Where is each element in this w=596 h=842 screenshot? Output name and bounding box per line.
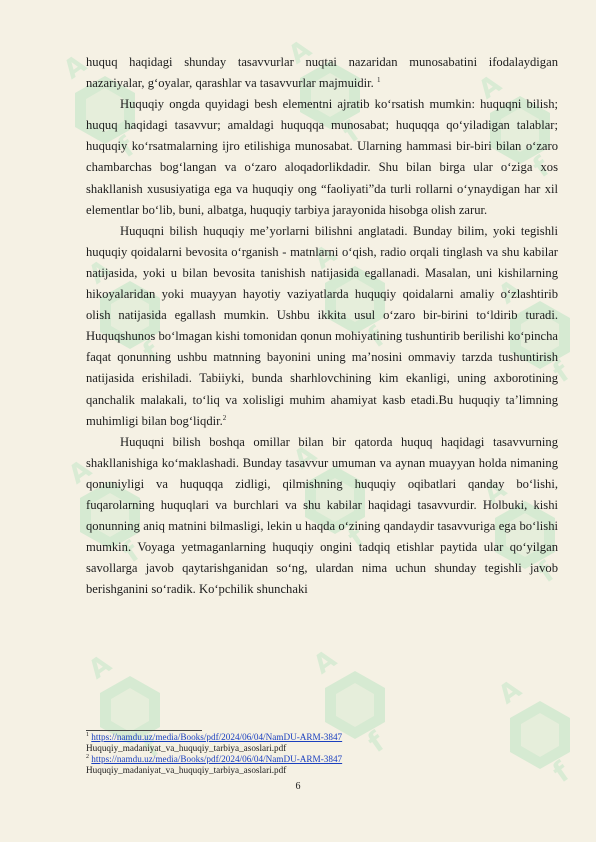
paragraph-1-text: huquq haqidagi shunday tasavvurlar nuqtai nazaridan munosabatini ifodalaydigan nazariyalar, g‘oyalar, qarashlar va tasavvurlar majmuidir. <box>86 55 558 91</box>
paragraph-2-text: Huquqiy ongda quyidagi besh elementni ajratib ko‘rsatish mumkin: huquqni bilish; huquq haqidagi tasavvur; amaldagi huquqqa munosabat; huquqqa qo‘yiladigan talablar; huquqiy ko‘rsatmalarning ijro etilishiga munosabat. Ularning hammasi bir-biri bilan o‘zaro chambarchas bog‘langan va o‘zaro aloqadorlikdadir. Shu bilan birga ular o‘ziga xos shakllanish xususiyatiga ega va huquqiy ong “faoliyati”da turli rollarni o‘ynaydigan har xil elementlar bo‘lib, buni, albatga, huquqiy tarbiya jarayonida hisobga olish zarur. <box>86 97 558 217</box>
paragraph-2 <box>86 94 558 221</box>
footnote-1-link[interactable]: https://namdu.uz/media/Books/pdf/2024/06/04/NamDU-ARM-3847 <box>91 732 343 742</box>
footnote-2-number: 2 <box>86 753 89 760</box>
footnote-divider <box>86 730 202 731</box>
footnote-1-number: 1 <box>86 731 89 738</box>
paragraph-4-text: Huquqni bilish boshqa omillar bilan bir qatorda huquq haqidagi tasavvurning shakllanishiga ko‘maklashadi. Bunday tasavvur umuman va aynan muayyan holda nimaning qonuniyligi va huquqqa zidligi, qilmishning huquqiy oqibatlari qanday bo‘lishi, fuqarolarning huquqlari va burchlari va shu kabilar haqidagi tasavvurdir. Holbuki, kishi qonunning aniq matnini bilmasligi, lekin u haqda o‘zining qandaydir tasavvuriga ega bo‘lishi mumkin. Voyaga yetmaganlarning huquqiy ongini tadqiq etishlar paytida ular qo‘yilgan savollarga javob qaytarishganidan so‘ng, ulardan nima uchun shunday tegishli javob berishganini so‘radik. Ko‘pchilik shunchaki <box>86 434 558 597</box>
footnote-2-link[interactable]: https://namdu.uz/media/Books/pdf/2024/06/04/NamDU-ARM-3847 <box>91 754 343 764</box>
footnote-1-filename: Huquqiy_madaniyat_va_huquqiy_tarbiya_asoslari.pdf <box>86 743 287 753</box>
footnote-1 <box>86 732 558 743</box>
footnote-2-filename: Huquqiy_madaniyat_va_huquqiy_tarbiya_asoslari.pdf <box>86 765 287 775</box>
body-text <box>86 52 558 600</box>
watermark-pattern: f <box>0 0 596 842</box>
footnote-ref-1[interactable]: 1 <box>376 75 381 84</box>
paragraph-1 <box>86 52 558 94</box>
paragraph-3 <box>86 221 558 432</box>
footnote-2 <box>86 754 558 765</box>
footnotes <box>86 730 558 776</box>
paragraph-4 <box>86 432 558 601</box>
footnote-ref-2[interactable]: 2 <box>222 413 227 422</box>
paragraph-3-text: Huquqni bilish huquqiy me’yorlarni bilishni anglatadi. Bunday bilim, yoki tegishli huquqiy qoidalarni bevosita o‘rganish - matnlarni o‘qish, radio orqali tinglash va shu kabilar natijasida, yoki u bilan bevosita tanishish natijasida egallanadi. Masalan, uni kishilarning hikoyalaridan yoki muayyan hayotiy vaziyatlarda huquqiy qoidalarni amaliy o‘zlashtirib olish natijasida egallash mumkin. Ushbu ikkita usul o‘zaro bir-birini to‘ldirib turadi. Huquqshunos bo‘lmagan kishi tomonidan qonun mohiyatining tushuntirib berilishi ko‘pincha faqat qonunning ushbu matnning bayonini uning ma’nosini ommaviy tarzda tushuntirish natijasida erishiladi. Tabiiyki, bunda sharhlovchining kim ekanligi, uning axborotining qanchalik malakali, to‘liq va xolisligi muhim ahamiyat kasb etadi.Bu huquqiy ta’limning muhimligi bilan bog‘liqdir. <box>86 223 558 428</box>
page-number: 6 <box>295 781 301 792</box>
